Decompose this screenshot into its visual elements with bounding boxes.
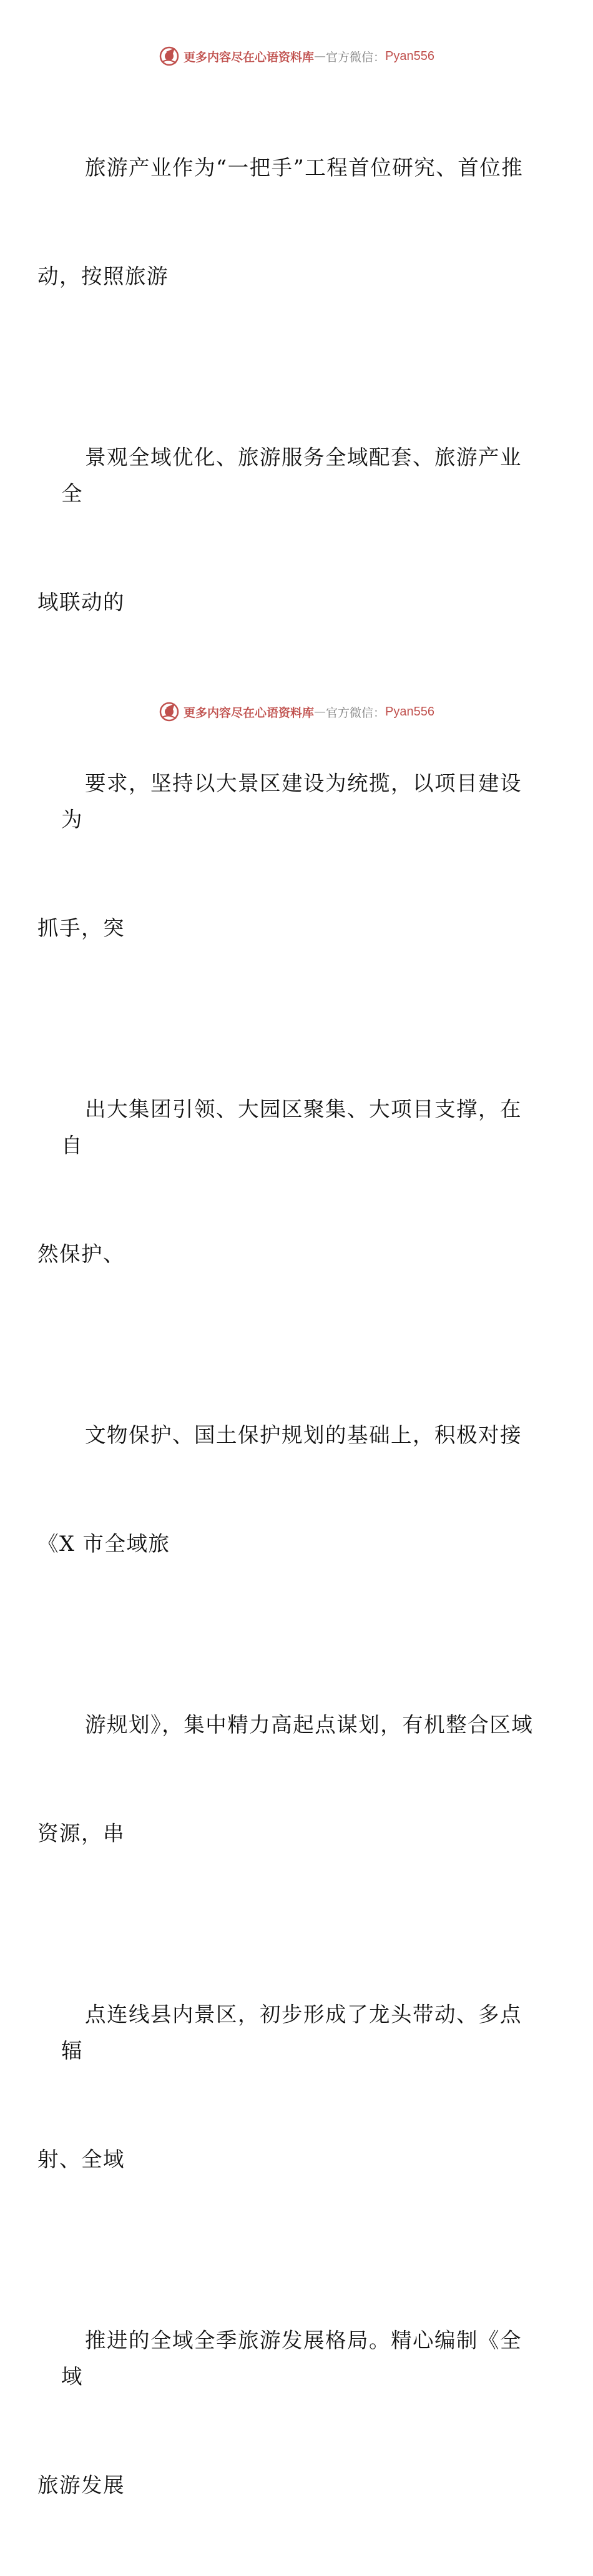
paragraph-line: 点连线县内景区，初步形成了龙头带动、多点辐 (61, 2002, 522, 2063)
paragraph (37, 77, 536, 367)
paragraph-line: 游规划》，集中精力高起点谋划，有机整合区域 (85, 1713, 534, 1737)
footer-wechat-label: 官方微信： (326, 705, 386, 720)
footer-wechat-id: Pyan556 (385, 704, 434, 719)
scholar-logo-icon (159, 46, 180, 67)
header-brand-text: 更多内容尽在心语资料库 (184, 50, 315, 64)
paragraph-line: 推进的全域全季旅游发展格局。精心编制《全域 (61, 2328, 522, 2389)
paragraph (37, 367, 536, 693)
paragraph-line: 域联动的 (37, 590, 125, 614)
header-wechat-id: Pyan556 (385, 49, 434, 63)
paragraph-line: 景观全域优化、旅游服务全域配套、旅游产业全 (61, 445, 522, 506)
scholar-logo-icon (159, 701, 180, 722)
paragraph-line: 动，按照旅游 (37, 264, 169, 288)
paragraph-line: 出大集团引领、大园区聚集、大项目支撑，在自 (61, 1097, 522, 1158)
paragraph-line: 旅游发展 (37, 2473, 125, 2497)
footer-banner (0, 699, 593, 724)
document-body (37, 77, 536, 2576)
paragraph-line: 要求，坚持以大景区建设为统揽，以项目建设为 (61, 771, 522, 832)
paragraph-line: 资源，串 (37, 1821, 125, 1846)
paragraph-line: 抓手，突 (37, 916, 125, 940)
paragraph (37, 1924, 536, 2250)
paragraph (37, 693, 536, 1019)
paragraph (37, 1345, 536, 1635)
paragraph-line: 然保护、 (37, 1242, 125, 1266)
header-banner (0, 44, 593, 69)
paragraph-line: 《X 市全域旅 (37, 1531, 170, 1556)
paragraph-line: 射、全域 (37, 2147, 125, 2171)
paragraph (37, 1635, 536, 1924)
paragraph (37, 1019, 536, 1345)
footer-brand-text: 更多内容尽在心语资料库 (184, 705, 315, 720)
header-dash: — (314, 49, 326, 63)
footer-dash: — (314, 705, 326, 719)
paragraph-line: 文物保护、国土保护规划的基础上，积极对接 (85, 1423, 522, 1447)
paragraph (37, 2250, 536, 2576)
paragraph-line: 旅游产业作为“一把手”工程首位研究、首位推 (85, 155, 524, 180)
header-wechat-label: 官方微信： (326, 50, 386, 64)
